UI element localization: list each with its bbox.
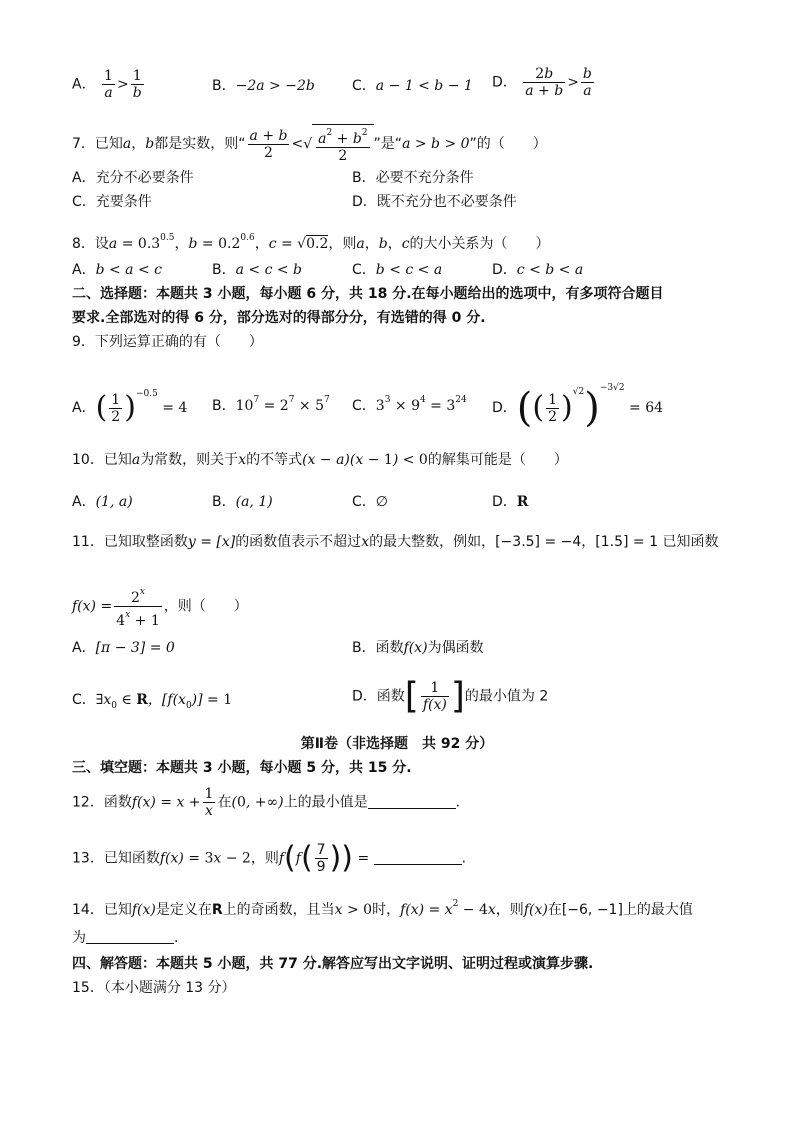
text: 时， [372,902,401,918]
option-label: B．函数 [352,640,404,656]
text: 在 [217,794,232,811]
q6-option-d[interactable]: D． $\frac{2b}{a + b}$ > $\frac{b}{a}$ [492,66,592,99]
text: 的解集可能是（ ） [427,452,568,468]
text: 是定义在 [155,902,212,918]
text: 为常数，则关于 [140,452,239,468]
text: 12．函数 [72,794,132,811]
text: ”是“ [373,136,403,152]
q6-option-a[interactable]: A． $\frac{1}{a}$ > $\frac{1}{b}$ [72,68,142,101]
q12-stem: 12．函数f(x) = x + $\frac{1}{x}$ 在(0, +∞)上的最小值是 . [72,786,461,819]
text: 为偶函数 [427,640,484,656]
option-label: D． [492,74,517,91]
q6-option-b[interactable] [212,76,315,96]
option-label: C． [352,494,376,510]
q15-stem: 15．（本小题满分 13 分） [72,980,236,996]
q11-option-d[interactable]: D．函数[ $\frac{1}{f(x)}$ ]的最小值为 2 [352,675,549,717]
q11-stem: 11．已知取整函数y = [x]的函数值表示不超过x的最大整数，例如，[−3.5] = −4，[1.5] = 1 已知函数 [72,534,719,550]
option-label: A． [72,262,96,278]
option-math: −2a > −2b [235,78,315,94]
frac-avg: $\frac{a + b}{2}$ [249,127,288,161]
option-math: (a, 1) [235,494,273,510]
section-2-heading-line1: 二、选择题：本题共 3 小题，每小题 6 分，共 18 分.在每小题给出的选项中，有多项符合题目 [72,286,664,302]
q10-option-d[interactable] [492,492,528,512]
text: 的不等式 [246,452,303,468]
q7-option-b[interactable]: B．必要不充分条件 [352,170,474,186]
q11-option-a[interactable] [72,638,175,658]
frac-1-b: $\frac{1}{b}$ [132,68,142,101]
section-2-heading-line2: 要求.全部选对的得 6 分，部分选对的得部分分，有选错的得 0 分. [72,310,486,326]
q10-option-a[interactable] [72,492,133,512]
q7-option-c[interactable]: C．充要条件 [72,194,152,210]
text: ，则 [250,850,279,867]
option-label: C． [352,78,376,94]
text: 在 [547,902,562,918]
option-label: C． [72,692,96,708]
option-label: A． [72,400,96,416]
q8-option-b[interactable] [212,260,302,280]
text: 都是实数，则“ [154,136,246,152]
text: 的大小关系为（ ） [409,236,550,252]
q7-option-a[interactable]: A．充分不必要条件 [72,170,194,186]
cond-math: a > b > 0 [402,136,470,152]
text: 10．已知 [72,452,132,468]
section-4-heading: 四、解答题：本题共 5 小题，共 77 分.解答应写出文字说明、证明过程或演算步骤. [72,956,594,972]
text: 8．设 [72,236,109,252]
q10-option-c[interactable] [352,492,388,512]
option-label: C． [352,398,376,414]
option-math: ∅ [375,494,388,510]
q9-stem: 9．下列运算正确的有（ ） [72,334,263,350]
q8-stem: 8．设$a = 0.3^{0.5}$，$b = 0.2^{0.6}$，c = √0.2，则a，b，c的大小关系为（ ） [72,233,550,252]
option-label: A． [72,494,96,510]
q11-option-b[interactable]: B．函数f(x)为偶函数 [352,640,484,656]
option-label: D． [492,494,517,510]
answer-blank[interactable] [374,850,462,865]
answer-blank[interactable] [86,929,174,944]
option-math: a < c < b [235,262,303,278]
option-math: a − 1 < b − 1 [375,78,473,94]
frac-1-a: $\frac{1}{a}$ [104,68,113,101]
text: 上的最大值 [622,902,693,918]
option-label: B． [212,494,236,510]
text: ， [581,534,596,550]
q9-option-d[interactable]: D．(( $\frac{1}{2}$ )$^{√2}$)$^{-3√2}$ = 64 [492,383,664,431]
option-math: b < c < a [375,262,443,278]
option-math: c < b < a [516,262,584,278]
q11-function: f(x) = $\frac{2^x}{4^x + 1}$ ，则（ ） [72,584,248,629]
text: 11．已知取整函数 [72,534,188,550]
q14-stem: 14．已知f(x)是定义在R上的奇函数，且当x > 0时，$f(x) = x^2 - 4x$，则f(x)在[−6, −1]上的最大值 [72,899,693,918]
option-label: B． [212,398,236,414]
q13-stem: 13．已知函数f(x) = 3x − 2，则f(f( $\frac{7}{9}$ )) = . [72,840,467,876]
option-label: A． [72,640,96,656]
option-label: D．函数 [352,688,405,705]
option-label: A． [72,76,96,93]
sqrt-rms: √ $\frac{a^2 + b^2}{2}$ [303,124,373,164]
q7-stem: 7．已知a，b都是实数，则“ $\frac{a + b}{2}$ <√ $\frac{a^2 + b^2}{2}$ ”是“a > b > 0”的（ ） [72,124,547,164]
text: 13．已知函数 [72,850,160,867]
option-label: D． [492,400,517,416]
text: 已知函数 [658,534,719,550]
text: 的函数值表示不超过 [235,534,362,550]
frac-b-a: $\frac{b}{a}$ [582,66,592,99]
text: ，则（ ） [163,598,248,615]
q14-stem-line2: 为 . [72,930,179,946]
option-label: B． [212,262,236,278]
q8-option-c[interactable] [352,260,442,280]
q7-option-d[interactable]: D．既不充分也不必要条件 [352,194,517,210]
example-1: [−3.5] = −4 [495,534,582,550]
option-math: (1, a) [95,494,133,510]
text: 14．已知 [72,902,132,918]
option-label: C． [352,262,376,278]
frac-2b: $\frac{2b}{a + b}$ [525,66,564,99]
option-label: B． [212,78,236,94]
q9-option-a[interactable]: A．( $\frac{1}{2}$ )$^{-0.5}$ = 4 [72,389,188,425]
text: 的最大整数，例如， [369,534,496,550]
part-2-title: 第Ⅱ卷（非选择题 共 92 分） [300,736,494,752]
option-label: D． [492,262,517,278]
text: 上的奇函数，且当 [222,902,335,918]
q8-option-a[interactable] [72,260,162,280]
text: 的最小值为 2 [464,688,549,705]
text: ”的（ ） [469,136,547,152]
text: 7．已知 [72,136,123,152]
option-math: b < a < c [95,262,162,278]
example-2: [1.5] = 1 [595,534,659,550]
section-3-heading: 三、填空题：本题共 3 小题，每小题 5 分，共 15 分. [72,760,412,776]
q9-option-b[interactable]: B．$10^7 = 2^7 \times 5^7$ [212,395,330,414]
answer-blank[interactable] [368,794,456,809]
q9-option-c[interactable]: C．$3^3 \times 9^4 = 3^{24}$ [352,395,467,414]
q11-option-c[interactable]: C．$\exists x_0$ ∈ R，$[f(x_0)] = 1$ [72,692,233,711]
text: 上的最小值是 [283,794,368,811]
option-math: [π − 3] = 0 [95,640,175,656]
option-math: R [516,494,529,510]
q6-option-c[interactable] [352,76,473,96]
q8-option-d[interactable] [492,260,583,280]
q10-option-b[interactable] [212,492,273,512]
text: 为 [72,930,86,946]
q10-stem: 10．已知a为常数，则关于x的不等式(x − a)(x − 1) < 0的解集可能是（ ） [72,452,568,468]
text: ，则 [495,902,524,918]
